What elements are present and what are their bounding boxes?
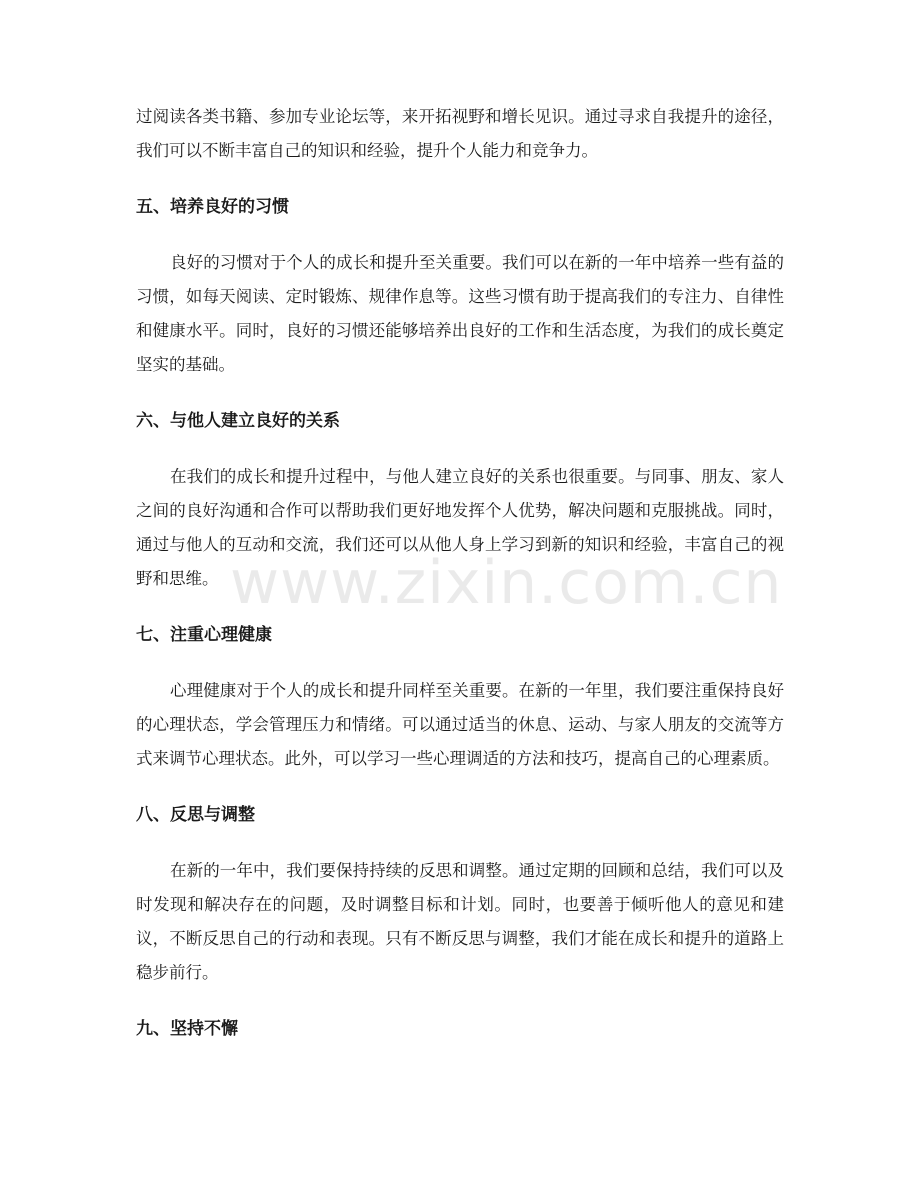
paragraph-section-5: 良好的习惯对于个人的成长和提升至关重要。我们可以在新的一年中培养一些有益的习惯，如每天阅读、定时锻炼、规律作息等。这些习惯有助于提高我们的专注力、自律性和健康水平。同时，良好的习惯还能够培养出良好的工作和生活态度，为我们的成长奠定坚实的基础。: [136, 253, 784, 374]
section-heading-6: 六、与他人建立良好的关系: [136, 411, 340, 431]
watermark: www.zixin.com.cn: [230, 548, 783, 618]
section-heading-9: 九、坚持不懈: [136, 1019, 238, 1039]
section-heading-5: 五、培养良好的习惯: [136, 197, 289, 217]
paragraph-continued: 过阅读各类书籍、参加专业论坛等，来开拓视野和增长见识。通过寻求自我提升的途径，我们可以不断丰富自己的知识和经验，提升个人能力和竞争力。: [136, 107, 784, 160]
paragraph-section-6: 在我们的成长和提升过程中，与他人建立良好的关系也很重要。与同事、朋友、家人之间的良好沟通和合作可以帮助我们更好地发挥个人优势，解决问题和克服挑战。同时，通过与他人的互动和交流，我们还可以从他人身上学习到新的知识和经验，丰富自己的视野和思维。: [136, 467, 784, 588]
document-body: [136, 100, 784, 1046]
paragraph-section-7: 心理健康对于个人的成长和提升同样至关重要。在新的一年里，我们要注重保持良好的心理状态，学会管理压力和情绪。可以通过适当的休息、运动、与家人朋友的交流等方式来调节心理状态。此外，可以学习一些心理调适的方法和技巧，提高自己的心理素质。: [136, 681, 784, 768]
section-heading-8: 八、反思与调整: [136, 805, 255, 825]
section-heading-7: 七、注重心理健康: [136, 625, 272, 645]
paragraph-section-8: 在新的一年中，我们要保持持续的反思和调整。通过定期的回顾和总结，我们可以及时发现和解决存在的问题，及时调整目标和计划。同时，也要善于倾听他人的意见和建议，不断反思自己的行动和表现。只有不断反思与调整，我们才能在成长和提升的道路上稳步前行。: [136, 861, 784, 982]
